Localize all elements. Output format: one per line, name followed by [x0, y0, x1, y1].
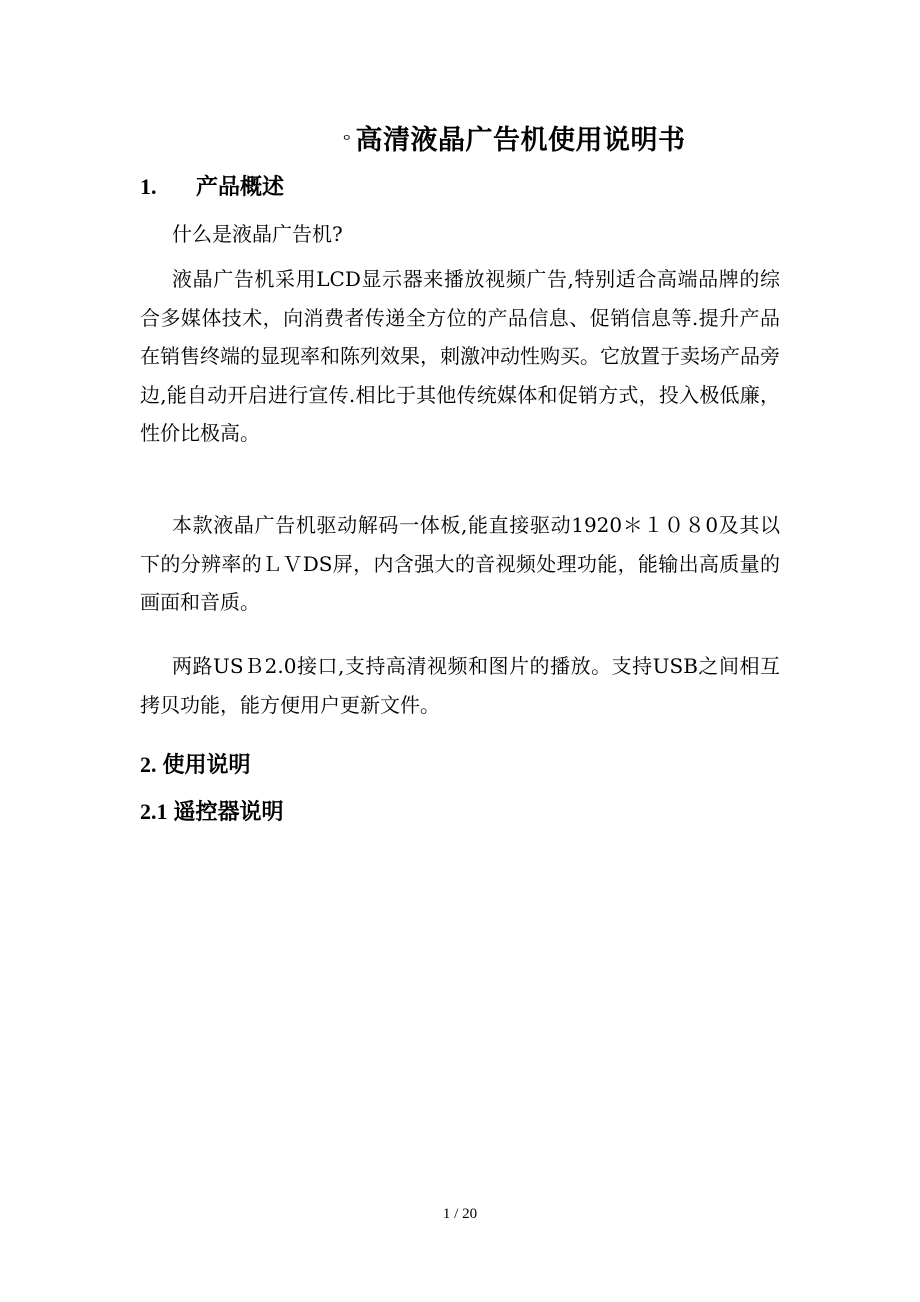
section-2-title: 使用说明: [162, 753, 251, 778]
paragraph-3: 两路USＢ2.0接口,支持高清视频和图片的播放。支持USB之间相互拷贝功能，能方便用户更新文件。: [140, 654, 780, 717]
section-2-number: 2.: [140, 752, 157, 777]
section-2-1-title: 遥控器说明: [173, 800, 284, 825]
page-number: 1 / 20: [442, 1206, 478, 1222]
intro-question: 什么是液晶广告机?: [172, 222, 343, 246]
section-1-heading: [140, 170, 284, 201]
paragraph-1: 液晶广告机采用LCD显示器来播放视频广告,特别适合高端品牌的综合多媒体技术，向消费者传递全方位的产品信息、促销信息等.提升产品在销售终端的显现率和陈列效果，刺激冲动性购买。它放置于卖场产品旁边,能自动开启进行宣传.相比于其他传统媒体和促销方式，投入极低廉，性价比极高。: [140, 267, 780, 445]
title-text: 高清液晶广告机使用说明书: [355, 125, 686, 156]
section-2-1-number: 2.1: [140, 799, 168, 824]
section-1-number: 1.: [140, 174, 157, 199]
paragraph-2: 本款液晶广告机驱动解码一体板,能直接驱动1920＊１０８0及其以下的分辨率的ＬＶDS屏，内含强大的音视频处理功能，能输出高质量的画面和音质。: [140, 513, 780, 614]
section-2-heading: [140, 748, 251, 779]
section-2-1-heading: [140, 795, 284, 826]
section-1-title: 产品概述: [196, 175, 285, 200]
title-bullet-mark: ᄋ: [340, 135, 354, 151]
document-title: [340, 118, 686, 157]
